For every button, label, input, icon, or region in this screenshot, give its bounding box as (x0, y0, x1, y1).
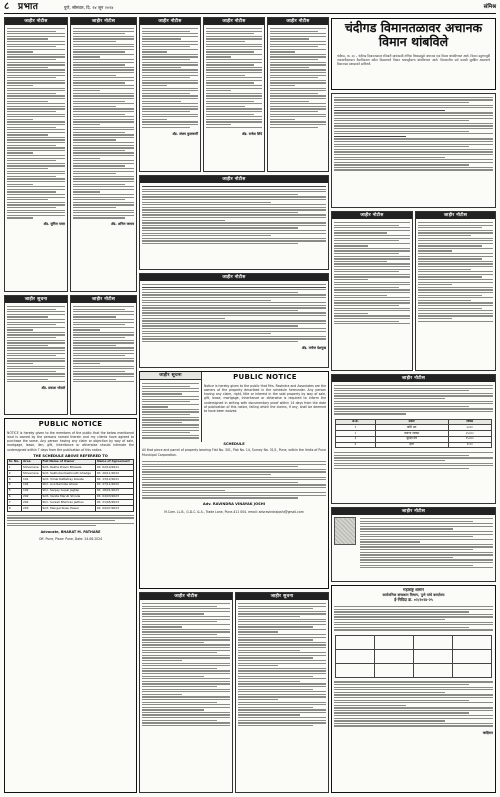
table-cell: 5 (8, 488, 22, 494)
table-cell: Dt. 04/03/2023 (96, 494, 134, 500)
table-row (8, 506, 134, 512)
notice-body (332, 603, 495, 633)
table-cell: Shri. Anil Ramdas Ghare (41, 482, 96, 488)
tender-notice (331, 374, 496, 504)
table-cell: Smt. Vanita Maruti Shinde (41, 494, 96, 500)
notice-title: जाहीर नोटीस (268, 18, 328, 25)
public-notice-body: NOTICE is hereby given to the members of the public that the below mentioned land is owned by the persons named therein and my clients have agreed to purchase the same. Any person having any claim or objection by way of sale, mortgage, lease, lien, gift, inheritance or otherwise should intimate the undersigned within 7 days from the publication of this notice. (7, 431, 134, 452)
table-cell: Dt. 18/01/2023 (96, 488, 134, 494)
notice-title: जाहीर सूचना (140, 372, 201, 380)
notice-box (70, 17, 137, 292)
advocate-signature: ॲड. संजय कुलकर्णी (172, 131, 198, 136)
schedule-heading: SCHEDULE (223, 442, 245, 446)
notice-box (331, 507, 496, 582)
notice-title: जाहीर नोटीस (140, 176, 328, 183)
table-cell: २५००० (448, 431, 491, 437)
notice-title: जाहीर नोटीस (140, 274, 328, 281)
notice-body (140, 600, 232, 729)
table-cell: 101 (22, 477, 42, 483)
advocate-signature: ॲड. अनिल जाधव (110, 222, 134, 227)
notice-title: जाहीर नोटीस (71, 296, 136, 303)
table-cell: कोरी प्रत (375, 425, 448, 431)
advocate-signature: Adv. RAVINDRA VINAYAK JOSHI (202, 502, 266, 507)
public-notice-title: PUBLIC NOTICE (38, 420, 103, 428)
advocate-signature: ॲड. राजेश शिंदे (241, 131, 262, 136)
table-cell: 7 (8, 500, 22, 506)
table-cell: Shri. Sanjay Gopal Jagtap (41, 488, 96, 494)
table-cell: 203 (22, 506, 42, 512)
advocate-signature: ॲड. मनोज देशमुख (301, 346, 326, 351)
advocate-signature: ॲड. प्रकाश भोसले (41, 386, 65, 391)
table-cell: १ (336, 425, 376, 431)
section-label: संमिश्र (483, 4, 496, 11)
table-cell: 102 (22, 488, 42, 494)
table-cell: Dt. 02/10/2021 (96, 465, 134, 471)
date-line: पुणे, सोमवार, दि. २४ जून २०२४ (64, 4, 114, 10)
table-cell: Dt. 26/11/2022 (96, 471, 134, 477)
page-number: ८ (4, 1, 10, 13)
notice-body (268, 25, 328, 131)
table-cell: 8 (8, 506, 22, 512)
table-cell: Dt. 21/05/2023 (96, 500, 134, 506)
notice-body (140, 458, 328, 501)
etender-number: ई-निविदा क्र. ०२/२०२४-२५ (394, 596, 433, 602)
govt-tender-notice (331, 585, 496, 793)
table-cell: Dt. 27/11/2022 (96, 482, 134, 488)
notice-body (358, 515, 495, 571)
table-cell: Shivarrane (22, 465, 42, 471)
notice-body (71, 303, 136, 385)
notice-box (4, 295, 68, 415)
table-cell: २ (336, 431, 376, 437)
advocate-signature: ॲड. सुनिल पवार (43, 222, 65, 227)
table-cell: Dt. 09/07/2023 (96, 506, 134, 512)
notice-title: जाहीर नोटीस (332, 508, 495, 515)
notice-box (4, 17, 68, 292)
notice-body (140, 281, 328, 345)
schedule-column-header: Full Name of Owner (41, 459, 96, 465)
notice-box (415, 211, 496, 371)
notice-title: जाहीर नोटीस (332, 375, 495, 382)
govt-department: सार्वजनिक बांधकाम विभाग, पुणे यांचे कार्यालय (382, 592, 445, 597)
tender-table (335, 635, 492, 678)
advocate-address: Off. Pune, Place: Pune, Date: 24.06.2024 (38, 537, 103, 541)
table-cell: 4 (8, 482, 22, 488)
schedule-column-header: Sr. No. (8, 459, 22, 465)
notice-title: जाहीर नोटीस (140, 18, 200, 25)
article-body (332, 94, 495, 174)
table-cell: ५००० (448, 425, 491, 431)
fee-column-header: रक्कम (448, 419, 491, 425)
public-notice-title: PUBLIC NOTICE (233, 373, 297, 381)
notice-box (331, 211, 413, 371)
advocate-signature: Advocate, BHARAT M. PATHARE (40, 530, 101, 535)
notice-body (332, 219, 412, 327)
table-cell: Smt. Rekha Pravin Bhosale (41, 465, 96, 471)
public-notice-left (4, 418, 137, 793)
table-cell: १००० (448, 442, 491, 448)
table-cell: Smt. Mangal Kisan Pawar (41, 506, 96, 512)
headline-box (331, 18, 496, 90)
notice-body (236, 600, 328, 729)
notice-box (70, 295, 137, 415)
notice-title: जाहीर नोटीस (71, 18, 136, 25)
schedule-table (7, 459, 134, 512)
notice-body (5, 512, 136, 529)
notice-body (332, 449, 495, 472)
table-cell: 3 (8, 477, 22, 483)
notice-body (204, 25, 264, 131)
table-cell: 202 (22, 500, 42, 506)
notice-title: जाहीर सूचना (236, 593, 328, 600)
side-notice (140, 372, 202, 442)
page-header (4, 2, 496, 14)
table-cell: ३ (336, 436, 376, 442)
table-cell: इतर (375, 442, 448, 448)
table-cell: बयाणा रक्कम (375, 431, 448, 437)
table-cell: 6 (8, 494, 22, 500)
govt-heading: महाराष्ट्र शासन (403, 586, 424, 592)
public-notice-center (139, 371, 329, 589)
notice-title: जाहीर नोटीस (416, 212, 495, 219)
table-cell: 2 (8, 471, 22, 477)
notice-box (203, 17, 265, 172)
notice-box (267, 17, 329, 172)
schedule-column-header: Area (22, 459, 42, 465)
fee-column-header: प्रकार (375, 419, 448, 425)
table-cell: सुरक्षा ठेव (375, 436, 448, 442)
notice-title: जाहीर नोटीस (332, 212, 412, 219)
notice-box (139, 273, 329, 368)
schedule-text: All that piece and parcel of property bearing Flat No. 301, Plot No. 14, Survey No. 31/1, Pune, within the limits of Pune Municipal Corporation. (142, 448, 326, 457)
notice-body (332, 382, 495, 417)
public-notice-body: Notice is hereby given to the public that Mrs. Ravindra and Associates are the owners of the property described in the schedule hereunder. Any person having any claim, right, title or interest in the said property by way of sale, gift, lease, mortgage, inheritance or otherwise is required to inform the undersigned in writing with documentary proof within 14 days from the date of publication of this notice, failing which the claims, if any, shall be deemed to have been waived. (204, 384, 326, 413)
schedule-title: THE SCHEDULE ABOVE REFERRED TO (33, 453, 108, 458)
table-cell: १५००० (448, 436, 491, 442)
notice-body (416, 219, 495, 325)
person-photo (334, 517, 356, 545)
notice-title: जाहीर नोटीस (5, 18, 67, 25)
advocate-address: M.Com. LL.B., G.D.C. & A., Trade Lane, Pune-411 004. email: advravindrajoshi@gmail.com (164, 509, 304, 514)
notice-title: जाहीर नोटीस (204, 18, 264, 25)
table-cell: Dt. 13/12/2021 (96, 477, 134, 483)
table-cell: ४ (336, 442, 376, 448)
notice-box (235, 592, 329, 793)
notice-tag: जाहिरात (482, 730, 493, 735)
notice-body (5, 303, 67, 385)
headline-lead: चंदीगड, ता. २३ – चंदीगड विमानतळावर रविवारी सायंकाळी तांत्रिक बिघाडामुळे अचानक एक विमान थांबविण्यात आले. विमान उड्डाणापूर्वी तपासणीदरम्यान वैमानिकाला संकेत मिळाल्याने विमान धावपट्टीवरच थांबविण्यात आले. विमानातील सर्व प्रवासी सुरक्षित असल्याचे विमानतळ प्रशासनाने सांगितले. (337, 54, 490, 67)
public-notice-main (202, 372, 328, 442)
notice-body (71, 25, 136, 221)
schedule-column-header: Name of Agreement (96, 459, 134, 465)
fee-column-header: अ.क्र. (336, 419, 376, 425)
notice-body (5, 25, 67, 221)
notice-box (139, 592, 233, 793)
table-cell: 202 (22, 494, 42, 500)
notice-title: जाहीर सूचना (5, 296, 67, 303)
table-cell: 101 (22, 482, 42, 488)
news-article (331, 93, 496, 208)
table-row (336, 442, 492, 448)
table-cell: Smt. Sakhubai Kashinath Ghadge (41, 471, 96, 477)
notice-title: जाहीर नोटीस (140, 593, 232, 600)
notice-body (140, 25, 200, 131)
notice-box (139, 175, 329, 270)
table-cell: Smt. Vimal Dattatray Kokate (41, 477, 96, 483)
table-cell: 1 (8, 465, 22, 471)
table-cell: Shivarrane (22, 471, 42, 477)
fee-table (335, 419, 492, 449)
masthead-logo: प्रभात (18, 1, 39, 12)
notice-body (140, 183, 328, 247)
table-cell: Shri. Suresh Bhimrao Jadhav (41, 500, 96, 506)
notice-box (139, 17, 201, 172)
notice-body (332, 679, 495, 730)
headline-title: चंदीगड विमानतळावर अचानक विमान थांबविले (344, 20, 483, 50)
